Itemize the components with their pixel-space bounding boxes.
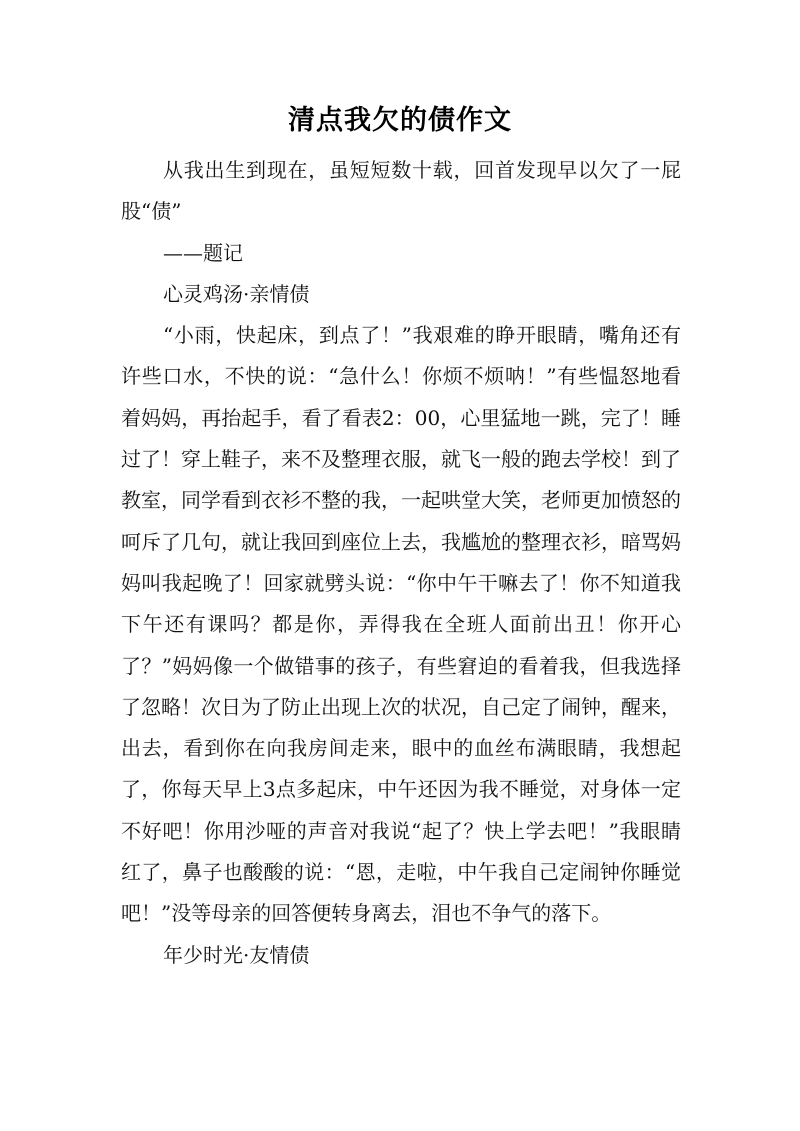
section-heading-family: 心灵鸡汤·亲情债 — [163, 281, 310, 306]
epigraph-attribution: ——题记 — [163, 240, 243, 265]
intro-paragraph: 从我出生到现在，虽短短数十载，回首发现早以欠了一屁股“债” — [121, 158, 681, 224]
document-body — [121, 150, 681, 976]
section-heading-friendship: 年少时光·友情债 — [163, 942, 310, 967]
story-paragraph: “小雨，快起床，到点了！”我艰难的睁开眼睛，嘴角还有许些口水，不快的说：“急什么！你烦不烦呐！”有些愠怒地看着妈妈，再抬起手，看了看表2：00，心里猛地一跳，完了！睡过了！穿上鞋子，来不及整理衣服，就飞一般的跑去学校！到了教室，同学看到衣衫不整的我，一起哄堂大笑，老师更加愤怒的呵斥了几句，就让我回到座位上去，我尴尬的整理衣衫，暗骂妈妈叫我起晚了！回家就劈头说：“你中午干嘛去了！你不知道我下午还有课吗？都是你，弄得我在全班人面前出丑！你开心了？”妈妈像一个做错事的孩子，有些窘迫的看着我，但我选择了忽略！次日为了防止出现上次的状况，自己定了闹钟，醒来，出去，看到你在向我房间走来，眼中的血丝布满眼睛，我想起了，你每天早上3点多起床，中午还因为我不睡觉，对身体一定不好吧！你用沙哑的声音对我说“起了？快上学去吧！”我眼睛红了，鼻子也酸酸的说：“恩，走啦，中午我自己定闹钟你睡觉吧！”没等母亲的回答便转身离去，泪也不争气的落下。 — [121, 323, 681, 926]
document-title: 清点我欠的债作文 — [288, 105, 512, 136]
